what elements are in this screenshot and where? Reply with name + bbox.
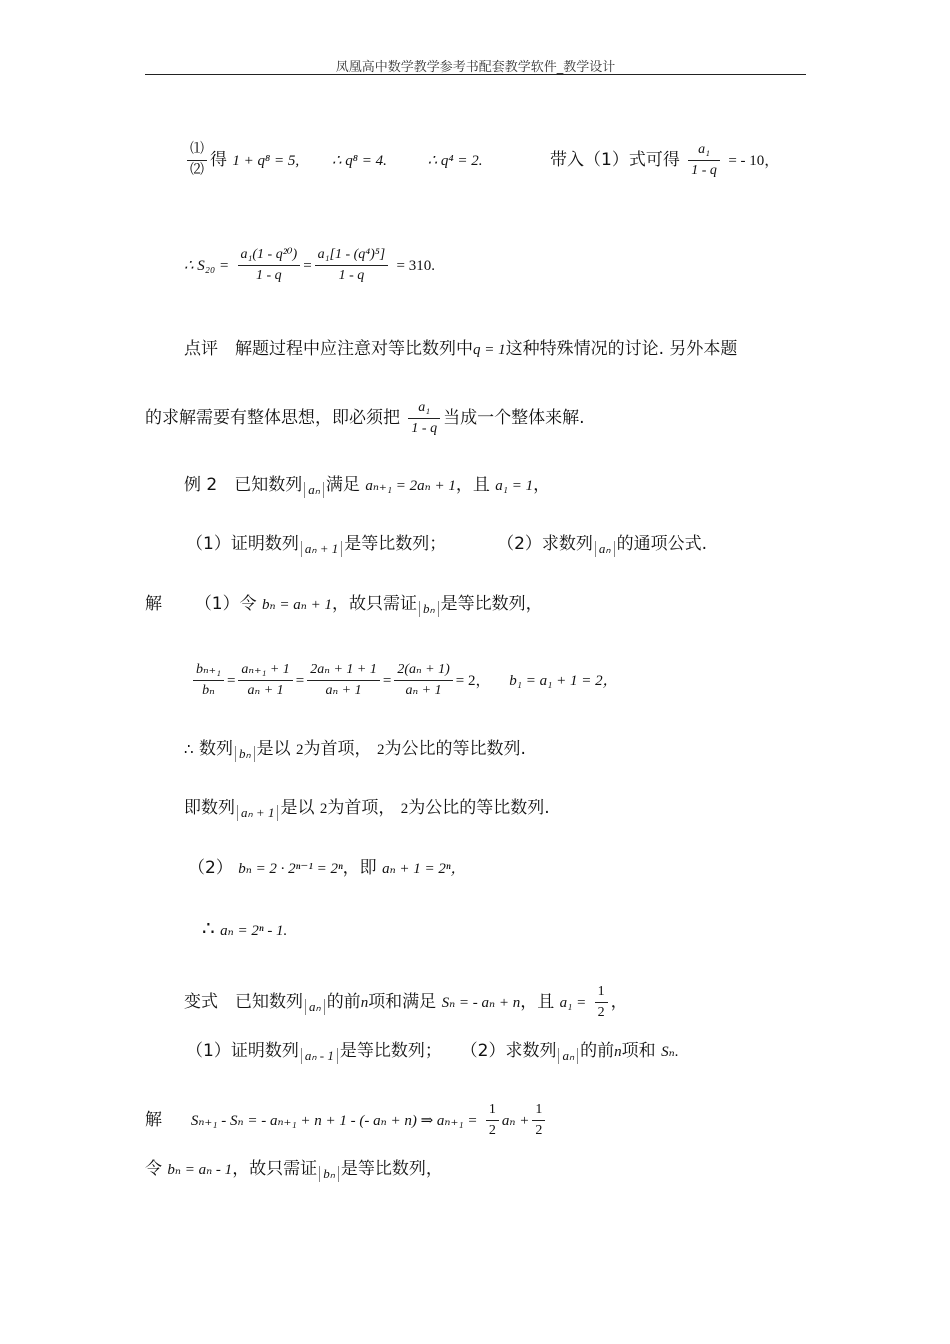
sequence-set: aₙ + 1 [301, 541, 342, 557]
text: （2）求数列 [497, 534, 593, 554]
variable: n [614, 1044, 622, 1060]
equation: aₙ + [501, 1113, 530, 1129]
equation: b₁ = a₁ + 1 = 2， [509, 673, 618, 689]
equation: = - 10， [728, 153, 780, 169]
text: （1）证明数列 [186, 1041, 299, 1061]
text: 是等比数列； [339, 1041, 442, 1061]
text: 为公比的等比数列. [408, 798, 550, 818]
variant-label: 变式 已知数列 [184, 992, 303, 1012]
text: ，且 [455, 475, 490, 495]
equation: ∴ S₂₀ = [184, 258, 230, 274]
solution-1-line [145, 593, 543, 617]
page-header: 凤凰高中数学教学参考书配套教学软件_教学设计 [335, 60, 616, 75]
fraction-denominator: 2 [535, 1123, 543, 1138]
formula-line-2 [184, 245, 435, 286]
text: ， [533, 475, 551, 495]
sequence-set: aₙ [304, 482, 324, 498]
equation: = 310. [396, 258, 436, 274]
sequence-set: bₙ [319, 1166, 339, 1182]
fraction-numerator: aₙ₊₁ + 1 [238, 660, 292, 681]
text: ，即 [342, 858, 377, 878]
fraction-numerator: a₁[1 - (q⁴)⁵] [315, 245, 388, 266]
value: 2 [319, 801, 328, 817]
fraction-numerator: a₁ [408, 398, 440, 419]
text: （1）令 [194, 594, 257, 614]
sequence-set: aₙ [595, 541, 615, 557]
sequence-set: bₙ [235, 746, 255, 762]
solution-2-result [202, 918, 287, 942]
equals-sign: = [303, 258, 312, 274]
therefore-symbol: ∴ [184, 742, 194, 758]
equation: a₁ = [559, 995, 587, 1011]
fraction-numerator: a₁(1 - q²⁰) [238, 245, 301, 266]
fraction-denominator: 1 - q [256, 268, 282, 283]
fraction-denominator: aₙ + 1 [325, 683, 362, 698]
equation: Sₙ = - aₙ + n [441, 995, 521, 1011]
fraction-denominator: 2 [597, 1005, 605, 1020]
example-label: 例 2 已知数列 [184, 475, 303, 495]
equation: 1 + q⁸ = 5, [232, 153, 300, 169]
text: 的通项公式. [616, 534, 708, 554]
equation: a₁ = 1 [495, 478, 534, 494]
comment-text: 点评 解题过程中应注意对等比数列中 [184, 339, 473, 359]
variable: n [360, 995, 369, 1011]
header-divider [145, 74, 806, 75]
text: 是以 [280, 798, 315, 818]
ratio-fraction [187, 140, 207, 181]
fraction-numerator: bₙ₊₁ [193, 660, 224, 681]
solution-label: 解 [145, 1110, 162, 1130]
fraction [315, 245, 388, 286]
fraction-denominator: ⑵ [190, 163, 204, 178]
text: 的前 [580, 1041, 615, 1061]
formula-line-1-right [550, 140, 779, 181]
equation: Sₙ₊₁ - Sₙ = - aₙ₊₁ + n + 1 - (- aₙ + n) ⇒ aₙ₊₁ = [190, 1113, 478, 1129]
fraction-numerator: ⑴ [187, 140, 207, 161]
variant-solution-2 [145, 1158, 443, 1182]
value: 2 [376, 742, 385, 758]
sequence-set: aₙ [558, 1048, 578, 1064]
comment-text: 当成一个整体来解. [443, 408, 585, 428]
fraction [408, 398, 440, 439]
equation: aₙ = 2ⁿ - 1. [220, 923, 288, 939]
text: 是以 [256, 739, 291, 759]
fraction-numerator: 1 [486, 1100, 499, 1121]
text: 即数列 [184, 798, 235, 818]
fraction-denominator: aₙ + 1 [247, 683, 284, 698]
value: 2 [400, 801, 409, 817]
value: 2 [296, 742, 304, 758]
fraction [394, 660, 452, 701]
text: 为首项， [327, 798, 396, 818]
equation: bₙ = aₙ + 1 [262, 597, 332, 613]
formula-line-1 [184, 140, 483, 181]
text: ，故只需证 [331, 594, 417, 614]
fraction-denominator: aₙ + 1 [405, 683, 442, 698]
equation: bₙ = 2 · 2ⁿ⁻¹ = 2ⁿ [238, 861, 343, 877]
therefore-symbol: ∴ [202, 918, 215, 940]
text: 为公比的等比数列. [384, 739, 526, 759]
text: 项和 [621, 1041, 656, 1061]
text: （2） [188, 858, 233, 878]
equation: ∴ q⁸ = 4. [331, 153, 387, 169]
fraction [238, 245, 301, 286]
fraction-denominator: 1 - q [338, 268, 365, 283]
fraction-numerator: 2aₙ + 1 + 1 [307, 660, 380, 681]
comment-line-1 [184, 338, 737, 361]
fraction-denominator: bₙ [202, 683, 215, 698]
sequence-set: aₙ [305, 999, 325, 1015]
text: 是等比数列， [440, 594, 543, 614]
fraction [595, 982, 608, 1023]
equation: aₙ + 1 = 2ⁿ， [382, 861, 466, 877]
comment-text: 这种特殊情况的讨论. 另外本题 [505, 339, 738, 359]
text: 数列 [198, 739, 233, 759]
text-de: 得 [210, 150, 227, 170]
fraction-denominator: 1 - q [691, 163, 717, 178]
text: ， [610, 992, 628, 1012]
sequence-set: bₙ [419, 601, 439, 617]
conclusion-1 [184, 738, 526, 762]
comment-text: 的求解需要有整体思想，即必须把 [145, 408, 400, 428]
text: （1）证明数列 [186, 534, 299, 554]
text: . [674, 1044, 679, 1060]
equation: q = 1 [473, 342, 506, 358]
fraction [688, 140, 720, 181]
variant-solution [145, 1100, 548, 1141]
fraction [193, 660, 224, 701]
fraction [532, 1100, 545, 1141]
fraction-numerator: a₁ [688, 140, 720, 161]
text-substitute: 带入（1）式可得 [550, 150, 680, 170]
fraction-denominator: 2 [488, 1123, 496, 1138]
text: 满足 [325, 475, 360, 495]
text: 是等比数列； [344, 534, 447, 554]
sequence-set: aₙ + 1 [237, 805, 278, 821]
conclusion-2 [184, 797, 550, 821]
fraction-numerator: 1 [595, 982, 608, 1003]
variant-parts [186, 1040, 678, 1064]
fraction-numerator: 2(aₙ + 1) [394, 660, 452, 681]
sequence-set: aₙ - 1 [301, 1048, 338, 1064]
fraction-numerator: 1 [532, 1100, 545, 1121]
example-2-statement [184, 474, 550, 498]
example-2-parts [186, 533, 707, 557]
variable: Sₙ [661, 1044, 675, 1060]
ratio-equation: $\frac{\text{bₙ₊₁}}{\text{bₙ}}$ = $\frac{\text{aₙ₊₁ + 1}}{\text{aₙ + 1}}$ = $\frac{\text{2aₙ + 1 + 1}}{\text{aₙ + 1}}$ = $\frac{\text{2(aₙ + 1)}}{\text{aₙ + 1}}$ = 2， b₁ = a₁ + 1 = 2， [190, 660, 618, 701]
text: ，故只需证 [232, 1159, 318, 1179]
comment-line-2 [145, 398, 584, 439]
fraction-denominator: 1 - q [411, 421, 438, 436]
solution-2-line [188, 857, 466, 880]
text: （2）求数列 [460, 1041, 557, 1061]
equation: = 2， [455, 673, 491, 689]
fraction [307, 660, 380, 701]
text: ，且 [520, 992, 555, 1012]
equation: bₙ = aₙ - 1 [167, 1162, 233, 1178]
text: 的前 [326, 992, 361, 1012]
fraction [238, 660, 292, 701]
text: 为首项， [303, 739, 372, 759]
text: 项和满足 [368, 992, 437, 1012]
text: 是等比数列， [340, 1159, 443, 1179]
equation: aₙ₊₁ = 2aₙ + 1 [365, 478, 456, 494]
equation: ∴ q⁴ = 2. [427, 153, 483, 169]
text: 令 [145, 1159, 162, 1179]
fraction [486, 1100, 499, 1141]
variant-statement [184, 982, 628, 1023]
solution-label: 解 [145, 594, 162, 614]
